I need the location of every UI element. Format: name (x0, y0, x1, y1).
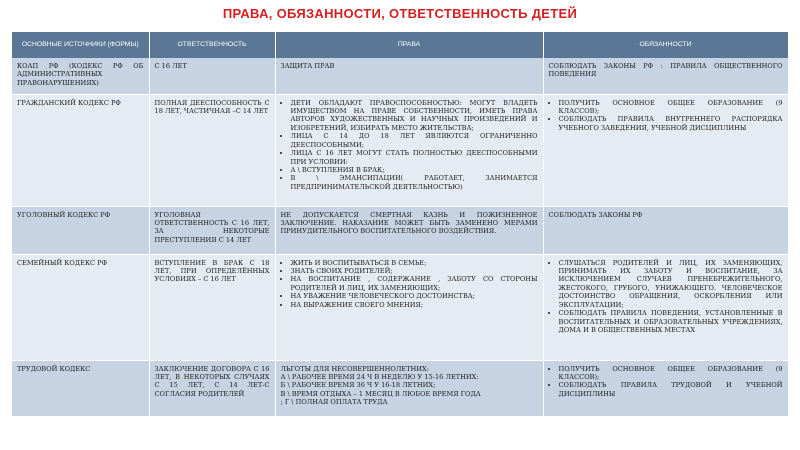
list-item: • ДЕТИ ОБЛАДАЮТ ПРАВОСПОСОБНОСТЬЮ: МОГУТ ВЛАДЕТЬ ИМУЩЕСТВОМ НА ПРАВЕ СОБСТВЕННОСТИ, ИМЕТЬ ПРАВА АВТОРОВ ХУДОЖЕСТВЕННЫХ И НАУЧНЫХ ПРОИЗВЕДЕНИЙ И ИЗОБРЕТЕНИЙ, ИЗБИРАТЬ МЕСТО ЖИТЕЛЬСТВА; (291, 99, 538, 133)
list-item: • СЛУШАТЬСЯ РОДИТЕЛЕЙ И ЛИЦ, ИХ ЗАМЕНЯЮЩИХ, ПРИНИМАТЬ ИХ ЗАБОТУ И ВОСПИТАНИЕ, ЗА ИСКЛЮЧЕНИЕМ СЛУЧАЕВ ПРЕНЕБРЕЖИТЕЛЬНОГО, ЖЕСТОКОГО, ГРУБОГО, УНИЖАЮЩЕГО. ЧЕЛОВЕЧЕСКОЕ ДОСТОИНСТВО ОБРАЩЕНИЯ, ОСКОРБЛЕНИЯ ИЛИ ЭКСПЛУАТАЦИИ; (559, 259, 783, 310)
duties-list (549, 259, 783, 335)
list-item: • ПОЛУЧИТЬ ОСНОВНОЕ ОБЩЕЕ ОБРАЗОВАНИЕ (9 КЛАССОВ); (559, 365, 783, 382)
list-item: • ЛИЦА С 16 ЛЕТ МОГУТ СТАТЬ ПОЛНОСТЬЮ ДЕЕСПОСОБНЫМИ ПРИ УСЛОВИИ: (291, 149, 538, 166)
text-line: ЛЬГОТЫ ДЛЯ НЕСОВЕРШЕННОЛЕТНИХ: (280, 364, 429, 373)
source-cell: ГРАЖДАНСКИЙ КОДЕКС РФ (12, 94, 149, 206)
duties-cell: СОБЛЮДАТЬ ЗАКОНЫ РФ : ПРАВИЛА ОБЩЕСТВЕННОГО ПОВЕДЕНИЯ (543, 58, 788, 94)
source-cell: СЕМЕЙНЫЙ КОДЕКС РФ (12, 254, 149, 360)
rights-list (281, 259, 538, 310)
header-liability: ОТВЕТСТВЕННОСТЬ (149, 32, 275, 58)
source-cell: КОАП РФ (КОДЕКС РФ ОБ АДМИНИСТРАТИВНЫХ ПРАВОНАРУШЕНИЯХ) (12, 58, 149, 94)
table-row (12, 360, 788, 416)
liability-cell: УГОЛОВНАЯ ОТВЕТСТВЕННОСТЬ С 16 ЛЕТ, ЗА НЕКОТОРЫЕ ПРЕСТУПЛЕНИЯ С 14 ЛЕТ (149, 206, 275, 254)
table-row (12, 206, 788, 254)
list-item: • ЗНАТЬ СВОИХ РОДИТЕЛЕЙ; (291, 267, 538, 275)
duties-cell (543, 94, 788, 206)
duties-list (549, 99, 783, 133)
list-item: • В \ ЭМАНСИПАЦИИ( РАБОТАЕТ, ЗАНИМАЕТСЯ ПРЕДПРИНИМАТЕЛЬСКОЙ ДЕЯТЕЛЬНОСТЬЮ) (291, 174, 538, 191)
list-item: • СОБЛЮДАТЬ ПРАВИЛА ВНУТРЕННЕГО РАСПОРЯДКА УЧЕБНОГО ЗАВЕДЕНИЯ, УЧЕБНОЙ ДИСЦИПЛИНЫ (559, 115, 783, 132)
liability-cell: ВСТУПЛЕНИЕ В БРАК С 18 ЛЕТ, ПРИ ОПРЕДЕЛЁННЫХ УСЛОВИЯХ – С 16 ЛЕТ (149, 254, 275, 360)
list-item: • ЛИЦА С 14 ДО 18 ЛЕТ ЯВЛЯЮТСЯ ОГРАНИЧЕННО ДЕЕСПОСОБНЫМИ; (291, 132, 538, 149)
header-duties: ОБЯЗАННОСТИ (543, 32, 788, 58)
text-line: В \ ВРЕМЯ ОТДЫХА – 1 МЕСЯЦ В ЛЮБОЕ ВРЕМЯ ГОДА (280, 389, 481, 398)
duties-cell: СОБЛЮДАТЬ ЗАКОНЫ РФ (543, 206, 788, 254)
header-sources: ОСНОВНЫЕ ИСТОЧНИКИ (ФОРМЫ) (12, 32, 149, 58)
source-cell: ТРУДОВОЙ КОДЕКС (12, 360, 149, 416)
source-cell: УГОЛОВНЫЙ КОДЕКС РФ (12, 206, 149, 254)
duties-cell (543, 360, 788, 416)
rights-cell: ЗАЩИТА ПРАВ (275, 58, 543, 94)
liability-cell: ПОЛНАЯ ДЕЕСПОСОБНОСТЬ С 18 ЛЕТ, ЧАСТИЧНАЯ –С 14 ЛЕТ (149, 94, 275, 206)
list-item: • А \ ВСТУПЛЕНИЯ В БРАК; (291, 166, 538, 174)
list-item: • НА ВОСПИТАНИЕ , СОДЕРЖАНИЕ , ЗАБОТУ СО СТОРОНЫ РОДИТЕЛЕЙ И ЛИЦ, ИХ ЗАМЕНЯЮЩИХ; (291, 275, 538, 292)
text-line: ; Г \ ПОЛНАЯ ОПЛАТА ТРУДА (280, 398, 388, 407)
header-rights: ПРАВА (275, 32, 543, 58)
rights-duties-table (12, 32, 789, 417)
page-title: ПРАВА, ОБЯЗАННОСТИ, ОТВЕТСТВЕННОСТЬ ДЕТЕЙ (222, 6, 578, 21)
list-item: • ПОЛУЧИТЬ ОСНОВНОЕ ОБЩЕЕ ОБРАЗОВАНИЕ (9 КЛАССОВ); (559, 99, 783, 116)
rights-cell (275, 360, 543, 416)
table-row (12, 94, 788, 206)
rights-cell (275, 94, 543, 206)
duties-list (549, 365, 783, 399)
liability-cell: ЗАКЛЮЧЕНИЕ ДОГОВОРА С 16 ЛЕТ, В НЕКОТОРЫХ СЛУЧАЯХ С 15 ЛЕТ, С 14 ЛЕТ-С СОГЛАСИЯ РОДИТЕЛЕЙ (149, 360, 275, 416)
rights-list (281, 99, 538, 192)
list-item: • ЖИТЬ И ВОСПИТЫВАТЬСЯ В СЕМЬЕ; (291, 259, 538, 267)
list-item: • НА УВАЖЕНИЕ ЧЕЛОВЕЧЕСКОГО ДОСТОИНСТВА; (291, 292, 538, 300)
list-item: • СОБЛЮДАТЬ ПРАВИЛА ТРУДОВОЙ И УЧЕБНОЙ ДИСЦИПЛИНЫ (559, 381, 783, 398)
text-line: А \ РАБОЧЕЕ ВРЕМЯ 24 Ч В НЕДЕЛЮ У 15-16 ЛЕТНИХ: (280, 372, 479, 381)
list-item: • НА ВЫРАЖЕНИЕ СВОЕГО МНЕНИЯ; (291, 301, 538, 309)
rights-cell: НЕ ДОПУСКАЕТСЯ СМЕРТНАЯ КАЗНЬ И ПОЖИЗНЕННОЕ ЗАКЛЮЧЕНИЕ. НАКАЗАНИЕ МОЖЕТ БЫТЬ ЗАМЕНЕНО МЕРАМИ ПРИНУДИТЕЛЬНОГО ВОСПИТАТЕЛЬНОГО ВОЗДЕЙСТВИЯ. (275, 206, 543, 254)
table-row (12, 254, 788, 360)
list-item: • СОБЛЮДАТЬ ПРАВИЛА ПОВЕДЕНИЯ, УСТАНОВЛЕННЫЕ В ВОСПИТАТЕЛЬНЫХ И ОБРАЗОВАТЕЛЬНЫХ УЧРЕЖДЕНИЯХ, ДОМА И В ОБЩЕСТВЕННЫХ МЕСТАХ (559, 309, 783, 334)
text-line: Б \ РАБОЧЕЕ ВРЕМЯ 36 Ч У 16-18 ЛЕТНИХ; (280, 381, 436, 390)
table-header-row (12, 32, 788, 58)
rights-cell (275, 254, 543, 360)
table-row (12, 58, 788, 94)
liability-cell: С 16 ЛЕТ (149, 58, 275, 94)
duties-cell (543, 254, 788, 360)
